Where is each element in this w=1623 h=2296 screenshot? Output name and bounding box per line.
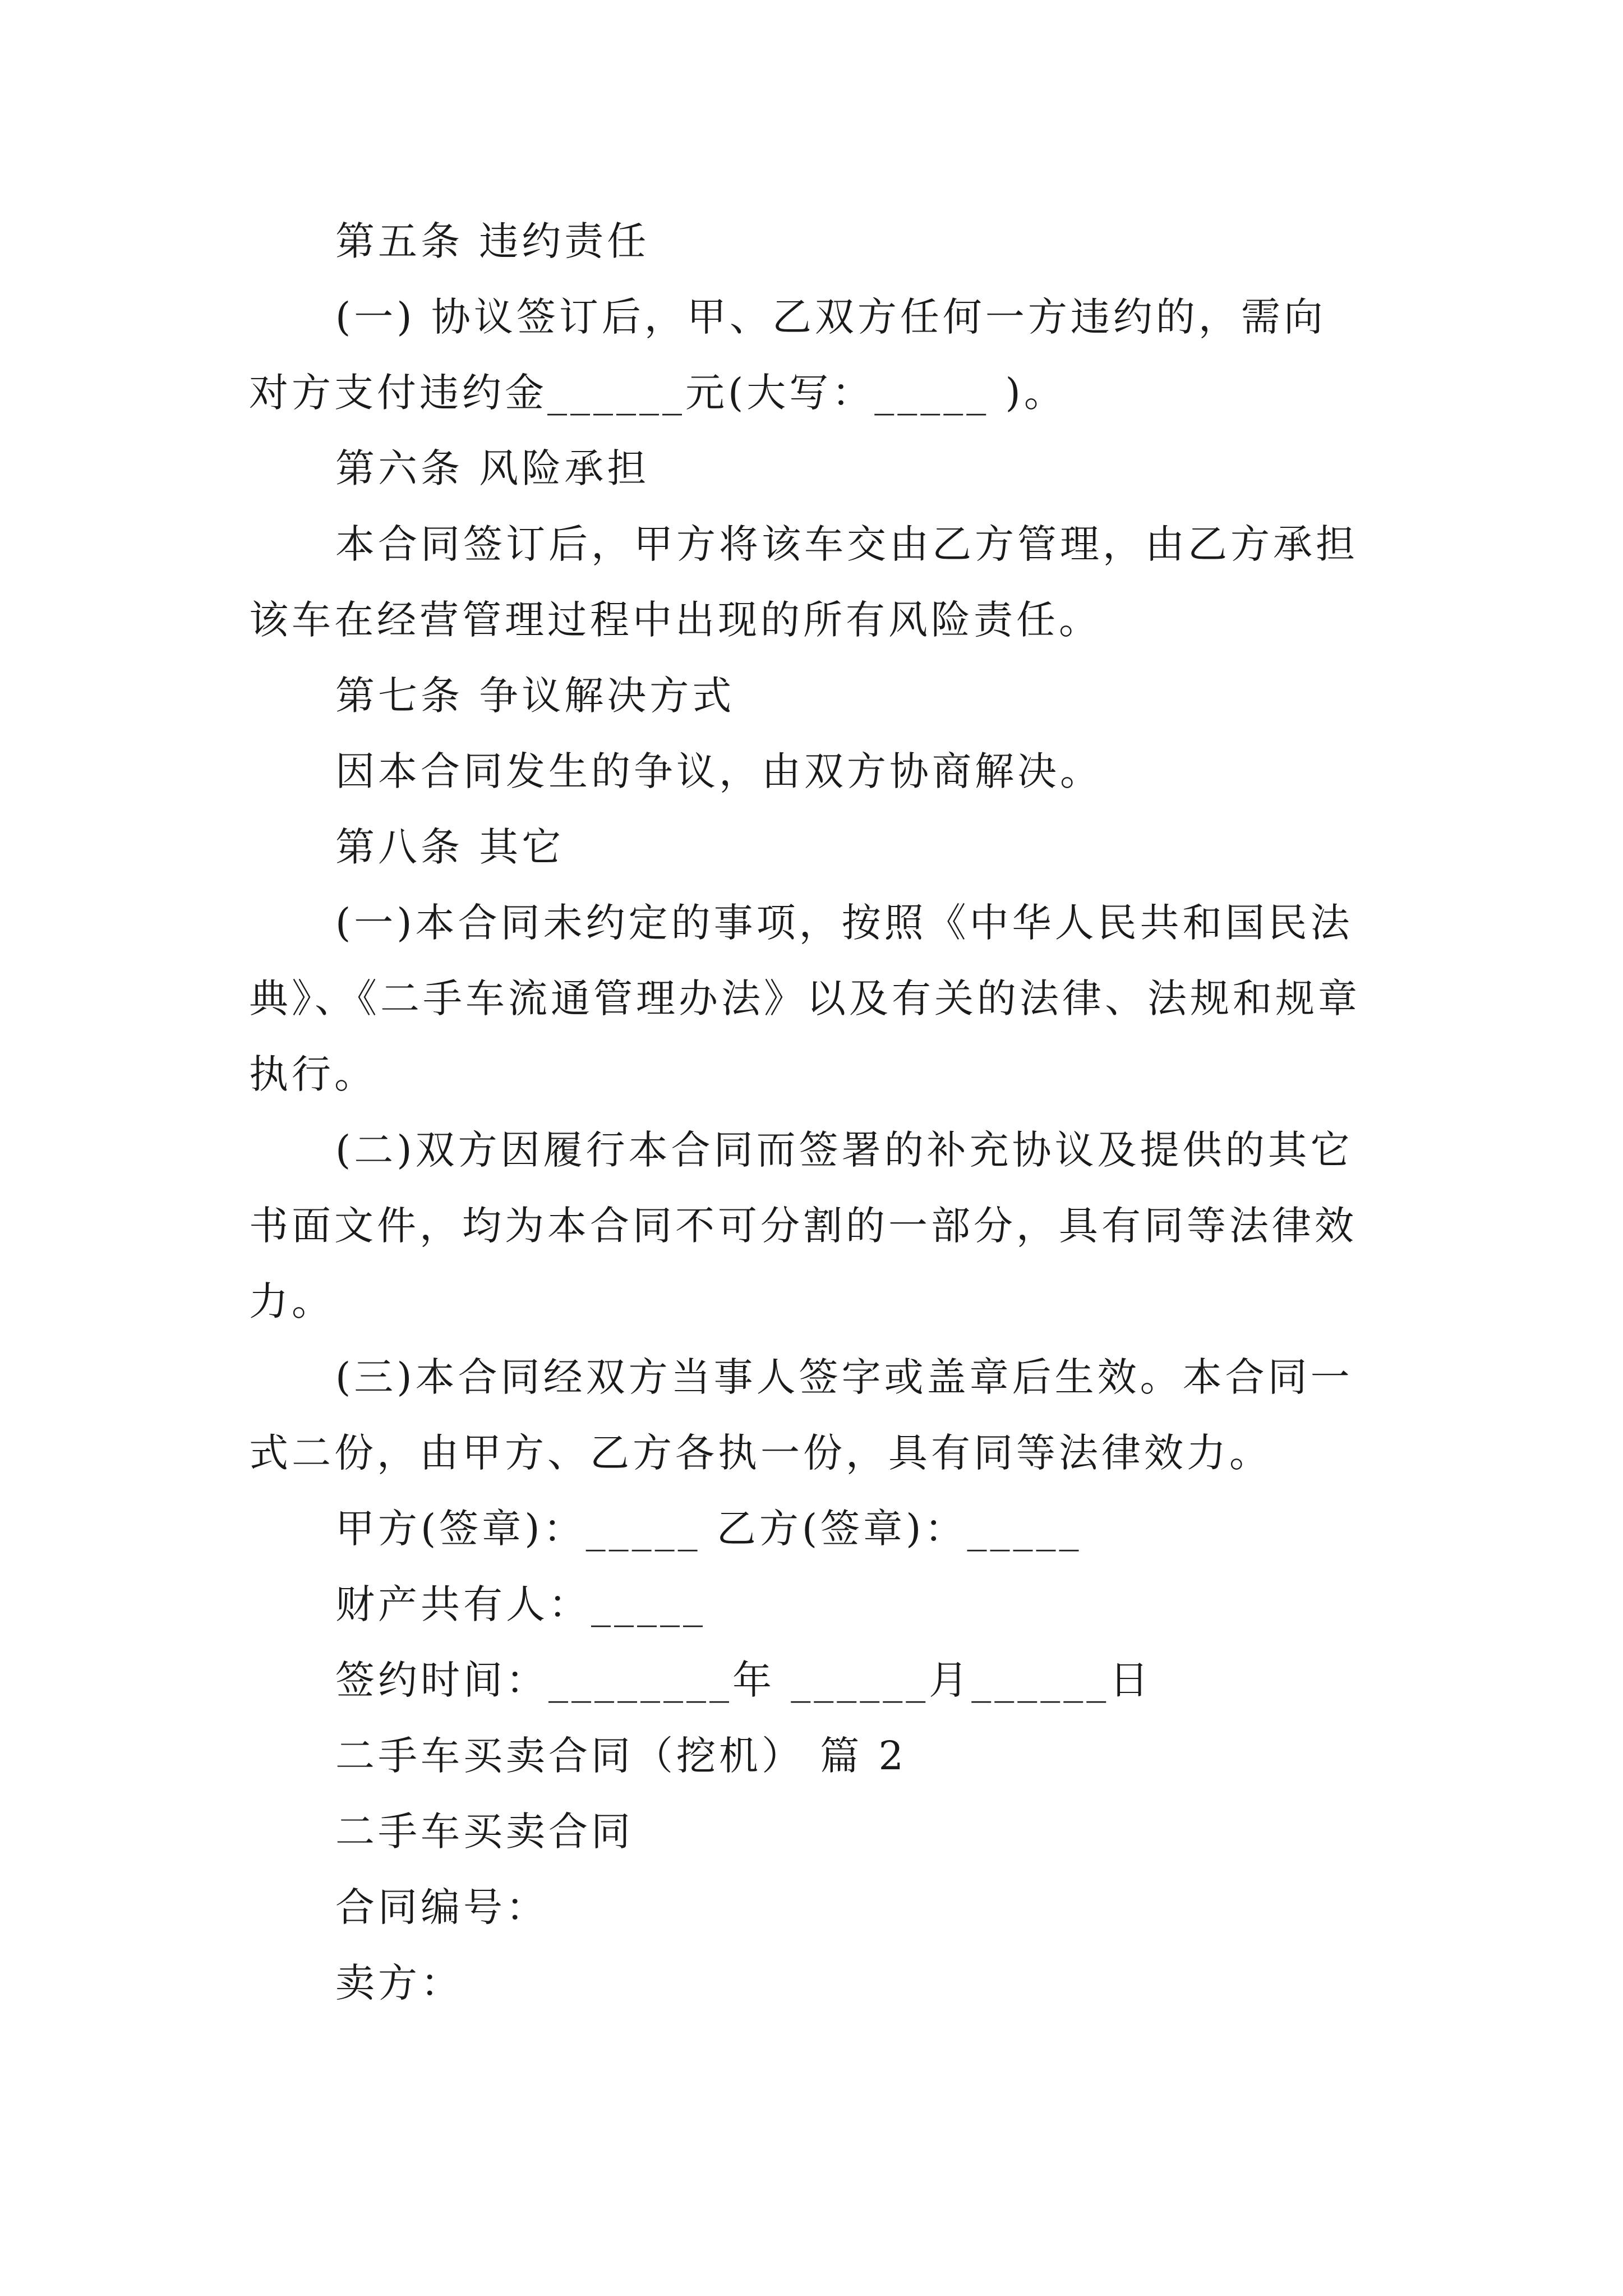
article-8-clause-1-end: 执行。 [249,1051,377,1097]
article-7-body: 因本合同发生的争议，由双方协商解决。 [335,748,1103,794]
article-5-heading: 第五条 违约责任 [335,218,650,264]
signature-line: 甲方(签章)：_____ 乙方(签章)：_____ [335,1506,1082,1552]
article-8-clause-3-cont: 式二份，由甲方、乙方各执一份，具有同等法律效力。 [249,1430,1272,1476]
article-8-clause-1-cont: 典》、《二手车流通管理办法》以及有关的法律、法规和规章 [249,976,1361,1022]
section-title-part-2: 二手车买卖合同（挖机） 篇 2 [335,1733,907,1779]
article-8-clause-1: (一)本合同未约定的事项，按照《中华人民共和国民法 [335,900,1353,946]
article-6-heading: 第六条 风险承担 [335,445,650,491]
article-6-body: 本合同签订后，甲方将该车交由乙方管理，由乙方承担 [335,521,1358,567]
signing-date-line: 签约时间：________年 ______月______日 [335,1657,1152,1703]
article-8-heading: 第八条 其它 [335,824,565,870]
article-5-clause-1: (一) 协议签订后，甲、乙双方任何一方违约的，需向 [335,294,1326,340]
article-8-clause-2-end: 力。 [249,1278,334,1324]
contract-number-label: 合同编号： [335,1884,548,1930]
co-owner-line: 财产共有人：_____ [335,1581,706,1627]
seller-label: 卖方： [335,1960,463,2006]
article-5-clause-1-cont: 对方支付违约金______元(大写：_____ )。 [249,370,1067,416]
article-8-clause-3: (三)本合同经双方当事人签字或盖章后生效。本合同一 [335,1354,1353,1400]
article-8-clause-2: (二)双方因履行本合同而签署的补充协议及提供的其它 [335,1127,1353,1173]
contract-title: 二手车买卖合同 [335,1809,634,1855]
article-6-body-cont: 该车在经营管理过程中出现的所有风险责任。 [249,597,1101,643]
article-7-heading: 第七条 争议解决方式 [335,673,735,719]
article-8-clause-2-cont: 书面文件，均为本合同不可分割的一部分，具有同等法律效 [249,1203,1357,1249]
